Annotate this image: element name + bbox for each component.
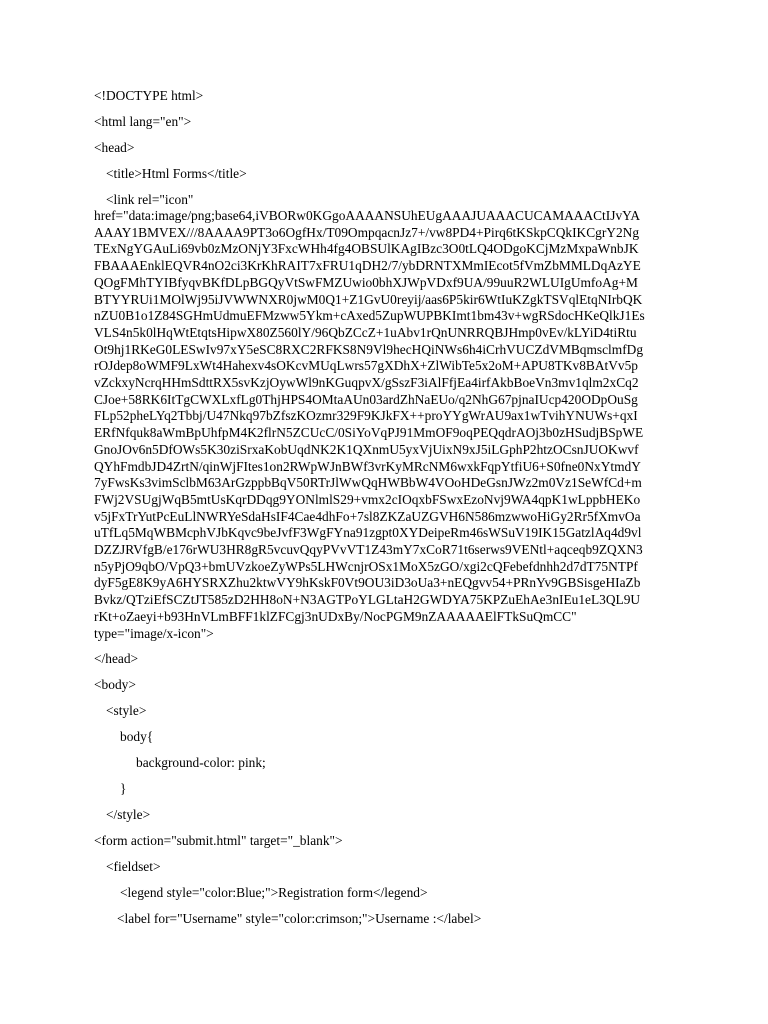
fieldset-open-line: <fieldset>: [106, 859, 161, 874]
code-row: rKt+oZaeyi+b93HnVLmBFF1klZFCgj3nUDxBy/NocPGM9nZAAAAAElFTkSuQmCC": [94, 608, 577, 624]
code-row: href="data:image/png;base64,iVBORw0KGgoAAAANSUhEUgAAAJUAAACUCAMAAACtIJvYA: [94, 208, 641, 223]
doctype-line: <!DOCTYPE html>: [94, 88, 204, 103]
code-row: TExNgYGAuLi69vb0zMzONjY3FxcWHh4fg4OBSUlKAgIBzc3O0tLQ4ODgoKCjMzMxpaWnbJK: [94, 241, 639, 257]
link-href-block: [94, 208, 654, 642]
style-close-line: </style>: [106, 807, 151, 822]
form-open-line: <form action="submit.html" target="_blank">: [94, 833, 343, 848]
legend-line: <legend style="color:Blue;">Registration form</legend>: [120, 885, 428, 900]
code-row: BTYYRUi1MOlWj95iJVWWNXR0jwM0Q1+Z1GvU0reyij/aas6P5kir6WtIuKZgkTSVqlEtqNIrbQK: [94, 291, 643, 307]
code-row: nZU0B1o1Z84SGHmUdmuEFMzww5Ykm+cAxed5ZupWUPBKImt1bm43v+wgRSdocHKeQlkJ1Es: [94, 308, 645, 324]
head-close-line: </head>: [94, 651, 139, 666]
code-row: v5jFxTrYutPcEuLlNWRYeSdaHsIF4Cae4dhFo+7sl8ZKZaUZGVH6N586mzwwoHiGy2Rr5fXmvOa: [94, 508, 641, 524]
code-row: VLS4n5k0lHqWtEtqtsHipwX80Z560lY/96QbZCcZ+1uAbv1rQnUNRRQBJHmp0vEv/kLYiD4tiRtu: [94, 324, 637, 340]
code-row: Bvkz/QTziEfSCZtJT585zD2HH8oN+N3AGTPoYLGLtaH2GWDYA75KPZuEhAe3nIEu1eL3QL9U: [94, 592, 641, 608]
body-open-line: <body>: [94, 677, 136, 692]
link-rel-line: <link rel="icon": [106, 192, 194, 207]
html-open-line: <html lang="en">: [94, 114, 192, 129]
code-row: DZZJRVfgB/e176rWU3HR8gR5vcuvQqyPVvVT1Z43mY7xCoR71t6serws9VENtl+aqceqb9ZQXN3: [94, 542, 643, 558]
code-row: dyF5gE8K9yA6HYSRXZhu2ktwVY9hKskF0Vt9OU3iD3oUa3+nEQgvv54+PRnYv9GBSisgeHIaZb: [94, 575, 641, 591]
code-row: GnoJOv6n5DfOWs5K30ziSrxaKobUqdNK2K1QXnmU5yxVjUixN9xJ5iLGphP2htzOCsnJUOKwvf: [94, 441, 639, 457]
code-row: FWj2VSUgjWqB5mtUsKqrDDqg9YONlmlS29+vmx2cIOqxbFSwxEzoNvj9WA4qpK1wLppbHEKo: [94, 491, 641, 507]
code-row: QYhFmdbJD4ZrtN/qinWjFItes1on2RWpWJnBWf3vrKyMRcNM6wxkFqpYtfiU6+S0fne0NxYtmdY: [94, 458, 641, 474]
code-row: 7yFwsKs3vimSclbM63ArGzppbBqV50RTrJlWwQqHWBbW4VOoHDeGsnJWz2m0Vz1SeWfCd+m: [94, 475, 642, 491]
code-row: rOJdep8oWMF9LxWt4Hahexv4sOKcvMUqLwrs57gXDhX+ZlWibTe5x2oM+APU8TKv8BAtVv5p: [94, 358, 638, 374]
code-row: FBAAAEnklEQVR4nO2ci3KrKhRAIT7xFRU1qDH2/7/ybDRNTXMmIEcot5fVmZbMMLDqAzYE: [94, 258, 641, 274]
background-rule-line: background-color: pink;: [136, 755, 266, 770]
rule-close-line: }: [120, 781, 127, 796]
label-line: <label for="Username" style="color:crimson;">Username :</label>: [117, 911, 482, 926]
code-row: CJoe+58RK6ItTgCWXLxfLg0ThjHPS4OMtaAUn03ardZhNaEUo/q2NhG67pjnaIUcp420ODpOuSg: [94, 391, 638, 407]
title-line: <title>Html Forms</title>: [106, 166, 247, 181]
head-open-line: <head>: [94, 140, 135, 155]
body-selector-line: body{: [120, 729, 154, 744]
code-row: vZckxyNcrqHHmSdttRX5svKzjOywWl9nKGuqpvX/gSszF3iAlFfjEa4irfAkbBoeVn3mv1qlm2xCq2: [94, 375, 639, 391]
code-row: FLp52pheLYq2Tbbj/U47Nkq97bZfszKOzmr329F9KJkFX++proYYgWrAU9ax1wTvihYNUWs+qxI: [94, 408, 638, 424]
code-row: Ot9hj1RKeG0LESwIv97xY5eSC8RXC2RFKS8N9Vl9hecHQiNWs6h4iCrhVUCZdVMBqmsclmfDg: [94, 341, 644, 357]
code-row: type="image/x-icon">: [94, 625, 214, 641]
code-row: n5yPjO9qbO/VpQ3+bmUVzkoeZyWPs5LHWcnjrOSx1MoX5zGO/xgi2cQFebefdnhh2d7dT75NTPf: [94, 558, 638, 574]
code-row: ERfNfquk8aWmBpUhfpM4K2flrN5ZCUcC/0SiYoVqPJ91MmOF9oqPEQqdrAOj3b0zHSudjBSpWE: [94, 425, 644, 441]
code-row: QOgFMhTYIBfyqvBKfDLpBGQyVtSwFMZUwio0bhXJWpVDxf9UA/99uuR2WLUIgUmfoAg+M: [94, 274, 638, 290]
code-row: AAAY1BMVEX///8AAAA9PT3o6OgfHx/T09OmpqacnJz7+/vw8PD4+Pirq6tKSkpCQkIKCgrY2Ng: [94, 224, 640, 240]
code-row: uTfLq5MqWBMcphVJbKqvc9beJvfF3WgFYna91zgpt0XYDeipeRm46sWSuV19IK15GatzlAq4d9vl: [94, 525, 642, 541]
style-open-line: <style>: [106, 703, 147, 718]
